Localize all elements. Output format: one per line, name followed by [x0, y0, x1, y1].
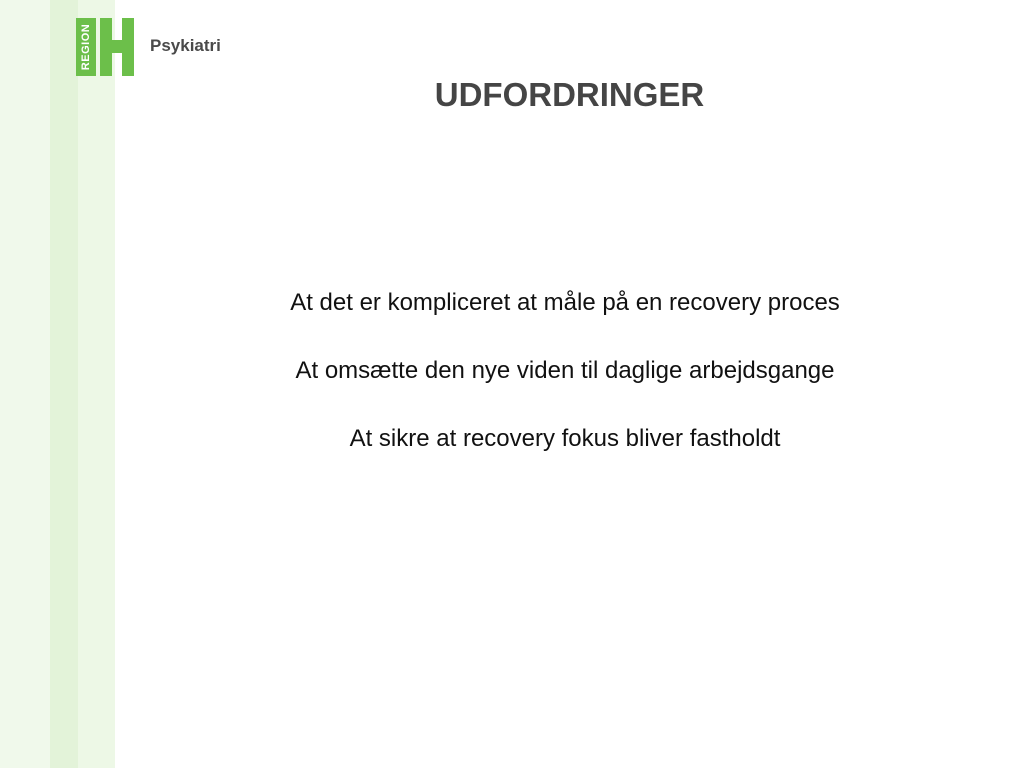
region-h-logo-mark — [76, 18, 134, 76]
org-name: Psykiatri — [150, 36, 221, 55]
decorative-stripe — [0, 0, 50, 768]
h-letter-right — [122, 18, 134, 76]
challenge-list — [115, 286, 1015, 490]
region-label-block — [76, 18, 96, 76]
slide-title: UDFORDRINGER — [434, 76, 705, 113]
decorative-stripe — [50, 0, 78, 768]
region-label: REGION — [80, 23, 92, 71]
challenge-item: At omsætte den nye viden til daglige arbejdsgange — [295, 357, 835, 384]
region-h-logo — [76, 18, 236, 78]
challenge-item: At det er kompliceret at måle på en recovery proces — [290, 289, 840, 316]
decorative-stripe — [78, 0, 115, 768]
challenge-item: At sikre at recovery fokus bliver fastholdt — [349, 425, 781, 452]
